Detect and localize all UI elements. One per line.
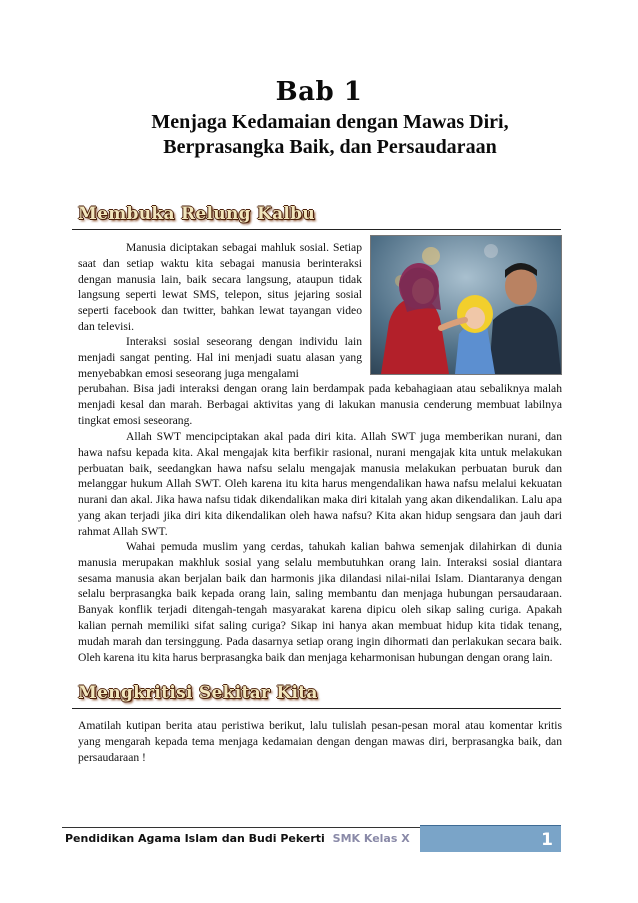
- paragraph-activity-instruction: Amatilah kutipan berita atau peristiwa berikut, lalu tulislah pesan-pesan moral atau komentar kritis yang mengarah kepada tema menjaga kedamaian dengan dengan mawas diri, berprasangka baik, dan persaudaraan !: [78, 719, 562, 764]
- footer-grade: SMK Kelas X: [332, 832, 410, 845]
- chapter-title-line-1: Menjaga Kedamaian dengan Mawas Diri,: [151, 111, 509, 133]
- family-photo: [370, 235, 562, 375]
- chapter-label: Bab 1: [275, 77, 363, 107]
- paragraph-emotion-change: perubahan. Bisa jadi interaksi dengan orang lain berdampak pada kebahagiaan atau sebaliknya malah menjadi kesal dan marah. Berbagai aktivitas yang di lakukan manusia cenderung membuat labilnya tingkat emosi seseorang.: [78, 382, 562, 427]
- chapter-title-line-2: Berprasangka Baik, dan Persaudaraan: [163, 136, 497, 158]
- section-divider: [72, 708, 561, 709]
- chapter-title: [85, 110, 575, 160]
- paragraph-social-interaction: Interaksi sosial seseorang dengan individu lain menjadi sangat penting. Hal ini menjadi suatu alasan yang menyebabkan emosi seseorang juga mengalami: [78, 335, 362, 380]
- paragraph-social-being: Manusia diciptakan sebagai mahluk sosial. Setiap saat dan setiap waktu kita sebagai manusia berinteraksi dengan manusia lain, baik secara langsung, ataupun tidak langsung seperti lewat SMS, telepon, situs jejaring sosial seperti facebook dan twitter, bahkan lewat tayangan video dan televisi.: [78, 241, 362, 333]
- page-number: 1: [541, 830, 553, 850]
- footer-book-title: Pendidikan Agama Islam dan Budi Pekerti: [65, 832, 325, 845]
- paragraph-reason-conscience: Allah SWT mencipciptakan akal pada diri kita. Allah SWT juga memberikan nurani, dan hawa nafsu kepada kita. Akal mengajak kita berfikir rasional, nurani mengajak kita untuk melakukan perbuatan baik, seedangkan hawa nafsu selalu mengajak manusia melakukan perbuatan buruk dan melanggar hukum Allah SWT. Oleh karena itu kita harus mengendalikan hawa nafsu melalui kekuatan nurani dan akal. Jika hawa nafsu tidak dikendalikan maka diri kitalah yang akan dikendalikan. Lalu apa yang akan terjadi jika diri kita dikendalikan oleh hawa nafsu? Kita akan hidup sengsara dan jauh dari rahmat Allah SWT.: [78, 430, 562, 538]
- section-heading-membuka-relung-kalbu: Membuka Relung Kalbu: [78, 204, 316, 224]
- section-heading-mengkritisi-sekitar-kita: Mengkritisi Sekitar Kita: [78, 683, 318, 703]
- paragraph-young-muslim: Wahai pemuda muslim yang cerdas, tahukah kalian bahwa semenjak dilahirkan di dunia manusia merupakan makhluk sosial yang selalu membutuhkan orang lain. Interaksi sosial diantara sesama manusia akan berjalan baik dan harmonis jika dilandasi nilai-nilai Islam. Diantaranya dengan selalu berprasangka baik kepada orang lain, saling membantu dan menjaga hubungan persaudaraan. Banyak konflik terjadi ditengah-tengah masyarakat karena dipicu oleh sikap saling curiga. Apakah kalian pernah memiliki sifat saling curiga? Sikap ini hanya akan membuat hidup kita tidak tenang, mudah marah dan tersinggung. Pada dasarnya setiap orang ingin dihormati dan perlakukan secara baik. Oleh karena itu kita harus berprasangka baik dan menjaga keharmonisan hubungan dengan orang lain.: [78, 540, 562, 664]
- footer-book-info: [65, 832, 410, 845]
- page-number-box: [420, 825, 561, 852]
- section-divider: [72, 229, 561, 230]
